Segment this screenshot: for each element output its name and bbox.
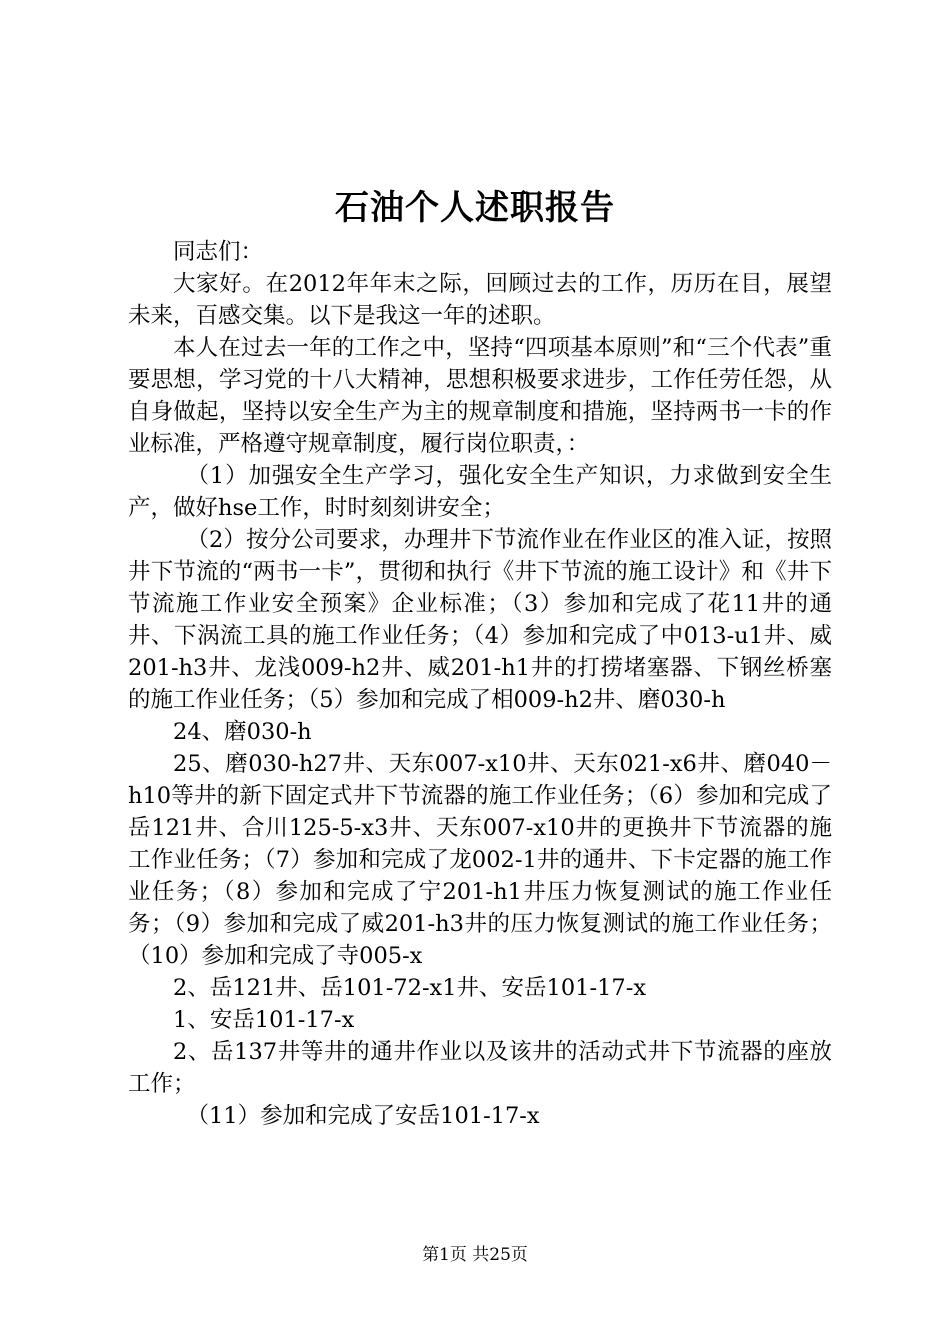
paragraph-fragment-25: 25、磨030-h27井、天东007-x10井、天东021-x6井、磨040－h10等井的新下固定式井下节流器的施工作业任务；（6）参加和完成了岳121井、合川125-5-x3井、天东007-x10井的更换井下节流器的施工作业任务；（7）参加和完成了龙002-1井的通井、下卡定器的施工作业任务；（8）参加和完成了宁201-h1井压力恢复测试的施工作业任务；（9）参加和完成了威201-h3井的压力恢复测试的施工作业任务；（10）参加和完成了寺005-x <box>128 751 832 969</box>
paragraph-item-11: （11）参加和完成了安岳101-17-x <box>186 1103 540 1129</box>
paragraph-item-2: （2）按分公司要求，办理井下节流作业在作业区的准入证，按照井下节流的“两书一卡”，贯彻和执行《井下节流的施工设计》和《井下节流施工作业安全预案》企业标准；（3）参加和完成了花11井的通井、下涡流工具的施工作业任务；（4）参加和完成了中013-u1井、威201-h3井、龙浅009-h2井、威201-h1井的打捞堵塞器、下钢丝桥塞的施工作业任务；（5）参加和完成了相009-h2井、磨030-h <box>128 527 832 713</box>
paragraph-fragment-2a: 2、岳121井、岳101-72-x1井、安岳101-17-x <box>173 975 647 1001</box>
page-number-footer: 第1页 共25页 <box>422 1245 528 1265</box>
document-body <box>128 236 832 1132</box>
paragraph-greeting: 大家好。在2012年年末之际，回顾过去的工作，历历在目，展望未来，百感交集。以下是我这一年的述职。 <box>128 271 832 329</box>
paragraph-summary: 本人在过去一年的工作之中，坚持“四项基本原则”和“三个代表”重要思想，学习党的十八大精神，思想积极要求进步，工作任劳任怨，从自身做起，坚持以安全生产为主的规章制度和措施，坚持两书一卡的作业标准，严格遵守规章制度，履行岗位职责，： <box>128 335 832 457</box>
paragraph-fragment-1: 1、安岳101-17-x <box>173 1007 355 1033</box>
paragraph-fragment-2b: 2、岳137井等井的通井作业以及该井的活动式井下节流器的座放工作； <box>128 1039 832 1097</box>
page-title: 石油个人述职报告 <box>335 188 615 228</box>
paragraph-item-1: （1）加强安全生产学习，强化安全生产知识，力求做到安全生产，做好hse工作，时时刻刻讲安全； <box>128 463 832 521</box>
paragraph-fragment-24: 24、磨030-h <box>173 719 312 745</box>
paragraph-salutation: 同志们： <box>173 239 264 265</box>
